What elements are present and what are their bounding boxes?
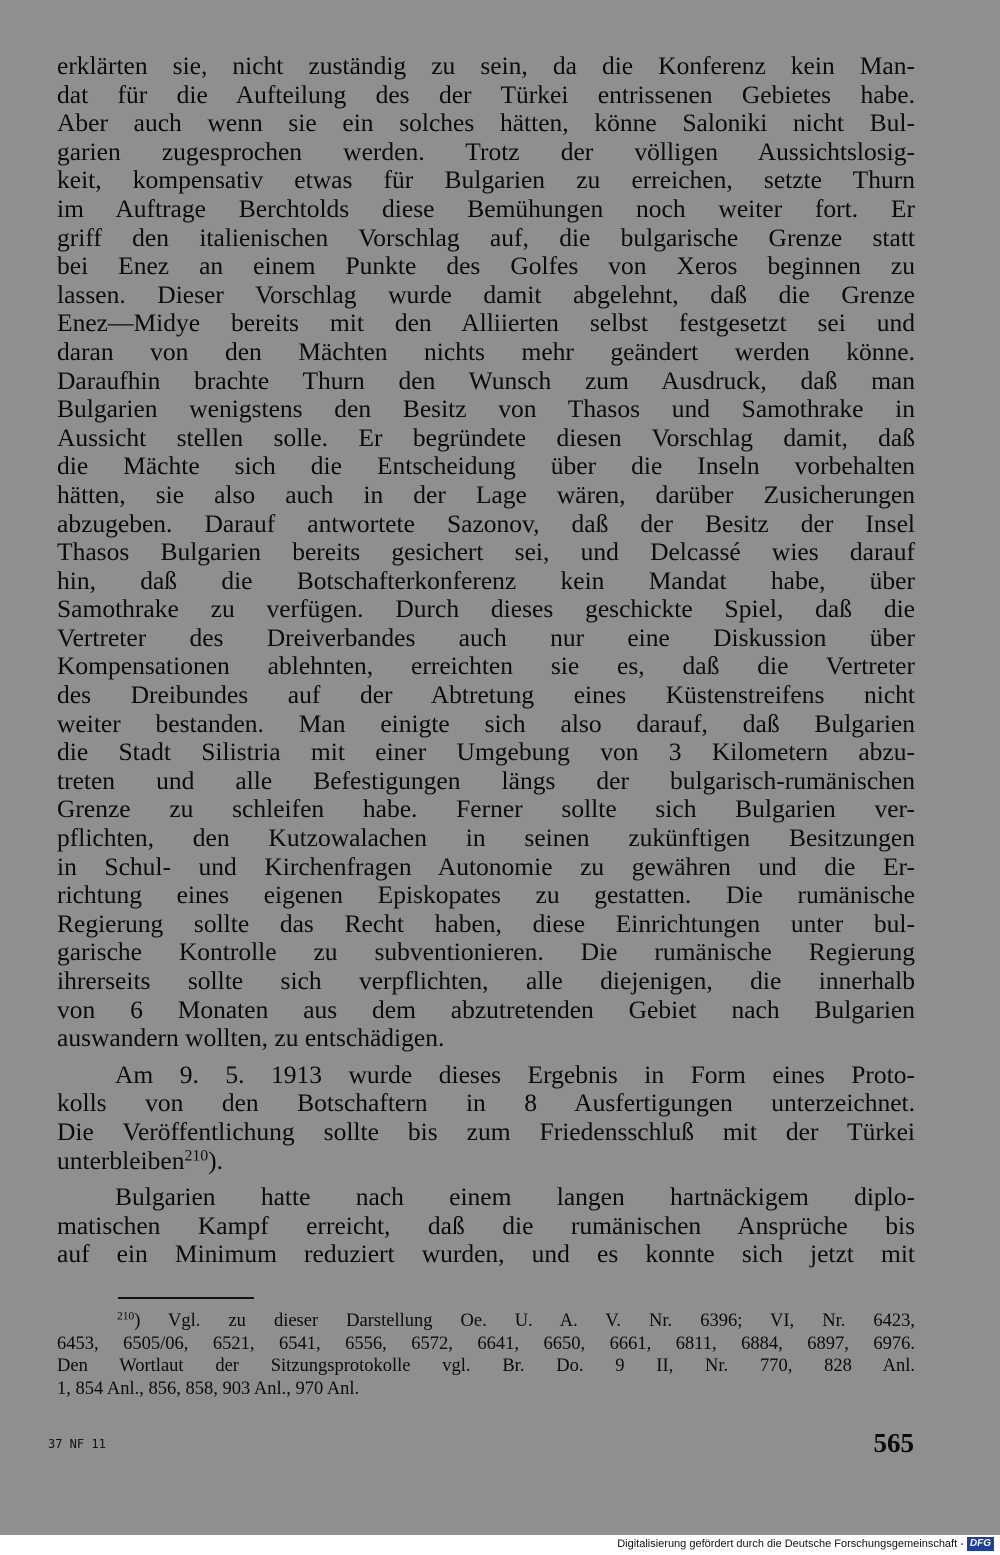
paragraph-3 [57,1183,915,1269]
paragraph-2 [57,1061,915,1175]
text-line: abzugeben. Darauf antwortete Sazonov, daß der Besitz der Insel [57,508,915,538]
text-line: richtung eines eigenen Episkopates zu gestatten. Die rumänische [57,880,915,910]
text-line: keit, kompensativ etwas für Bulgarien zu erreichen, setzte Thurn [57,165,915,195]
text-line: Aber auch wenn sie ein solches hätten, könne Saloniki nicht Bul- [57,108,915,138]
text-line: die Stadt Silistria mit einer Umgebung von 3 Kilometern abzu- [57,737,915,767]
text-line: von 6 Monaten aus dem abzutretenden Gebiet nach Bulgarien [57,994,915,1024]
text-line: treten und alle Befestigungen längs der bulgarisch-rumänischen [57,765,915,795]
dfg-logo-icon: DFG [967,1537,994,1551]
text-line: Grenze zu schleifen habe. Ferner sollte sich Bulgarien ver- [57,794,915,824]
text-line: hätten, sie also auch in der Lage wären, darüber Zusicherungen [57,479,915,509]
footnote-marker: 210 [117,1310,135,1323]
text-fragment: ) Vgl. zu dieser Darstellung Oe. U. A. V. Nr. 6396; VI, Nr. 6423, [134,1311,915,1331]
text-line: in Schul- und Kirchenfragen Autonomie zu gewähren und die Er- [57,851,915,881]
footnote-reference: 210 [184,1146,209,1164]
text-line: garien zugesprochen werden. Trotz der völligen Aussichtslosig- [57,136,915,166]
text-line: im Auftrage Berchtolds diese Bemühungen noch weiter fort. Er [57,193,915,223]
footnote-line: 1, 854 Anl., 856, 858, 903 Anl., 970 Anl. [57,1378,360,1399]
footnote-separator [118,1297,254,1299]
text-line: daran von den Mächten nichts mehr geändert werden könne. [57,336,915,366]
text-fragment: ). [208,1145,224,1175]
footnote-line: Den Wortlaut der Sitzungsprotokolle vgl. Br. Do. 9 II, Nr. 770, 828 Anl. [57,1356,915,1376]
text-line: matischen Kampf erreicht, daß die rumänischen Ansprüche bis [57,1210,915,1240]
footnote-210 [57,1310,915,1400]
text-line: griff den italienischen Vorschlag auf, die bulgarische Grenze statt [57,222,915,252]
text-line: Thasos Bulgarien bereits gesichert sei, und Delcassé wies darauf [57,537,915,567]
main-text [57,52,915,1269]
signature-mark: 37 NF 11 [48,1437,106,1451]
page-number: 565 [873,1428,914,1458]
text-line: des Dreibundes auf der Abtretung eines Küstenstreifens nicht [57,680,915,710]
text-line: Daraufhin brachte Thurn den Wunsch zum Ausdruck, daß man [57,365,915,395]
text-line: Vertreter des Dreiverbandes auch nur eine Diskussion über [57,622,915,652]
text-line: weiter bestanden. Man einigte sich also darauf, daß Bulgarien [57,708,915,738]
text-fragment: unterbleiben [57,1145,185,1175]
text-line: Bulgarien wenigstens den Besitz von Thasos und Samothrake in [57,394,915,424]
footnote-line: 6453, 6505/06, 6521, 6541, 6556, 6572, 6641, 6650, 6661, 6811, 6884, 6897, 6976. [57,1333,915,1354]
text-line: erklärten sie, nicht zuständig zu sein, da die Konferenz kein Man- [57,51,915,80]
text-line: garische Kontrolle zu subventionieren. Die rumänische Regierung [57,937,915,967]
text-line: Enez—Midye bereits mit den Alliierten selbst festgesetzt sei und [57,308,915,338]
text-line: auf ein Minimum reduziert wurden, und es konnte sich jetzt mit [57,1239,915,1269]
text-line: Kompensationen ablehnten, erreichten sie es, daß die Vertreter [57,651,915,681]
text-line: Regierung sollte das Recht haben, diese Einrichtungen unter bul- [57,908,915,938]
text-line: Die Veröffentlichung sollte bis zum Friedensschluß mit der Türkei [57,1116,915,1146]
text-line: Am 9. 5. 1913 wurde dieses Ergebnis in Form eines Proto- [115,1059,915,1089]
text-line: ihrerseits sollte sich verpflichten, alle diejenigen, die innerhalb [57,966,915,995]
text-line: Aussicht stellen solle. Er begründete diesen Vorschlag damit, daß [57,422,915,452]
text-line: Samothrake zu verfügen. Durch dieses geschickte Spiel, daß die [57,594,915,624]
digitization-credit [617,1537,994,1551]
text-line: auswandern wollten, zu entschädigen. [57,1023,445,1053]
text-line: lassen. Dieser Vorschlag wurde damit abgelehnt, daß die Grenze [57,279,915,309]
text-line: dat für die Aufteilung des der Türkei entrissenen Gebietes habe. [57,79,915,109]
text-line: bei Enez an einem Punkte des Golfes von Xeros beginnen zu [57,251,915,281]
text-line: kolls von den Botschaftern in 8 Ausfertigungen unterzeichnet. [57,1088,915,1118]
text-line: die Mächte sich die Entscheidung über die Inseln vorbehalten [57,451,915,481]
text-line: Bulgarien hatte nach einem langen hartnäckigem diplo- [115,1182,915,1212]
text-line: hin, daß die Botschafterkonferenz kein Mandat habe, über [57,565,915,595]
credit-text: Digitalisierung gefördert durch die Deutsche Forschungsgemeinschaft - [617,1538,964,1550]
text-line [57,1147,915,1176]
paragraph-1 [57,52,915,1053]
text-line: pflichten, den Kutzowalachen in seinen zukünftigen Besitzungen [57,823,915,853]
footnote-line [57,1310,915,1333]
